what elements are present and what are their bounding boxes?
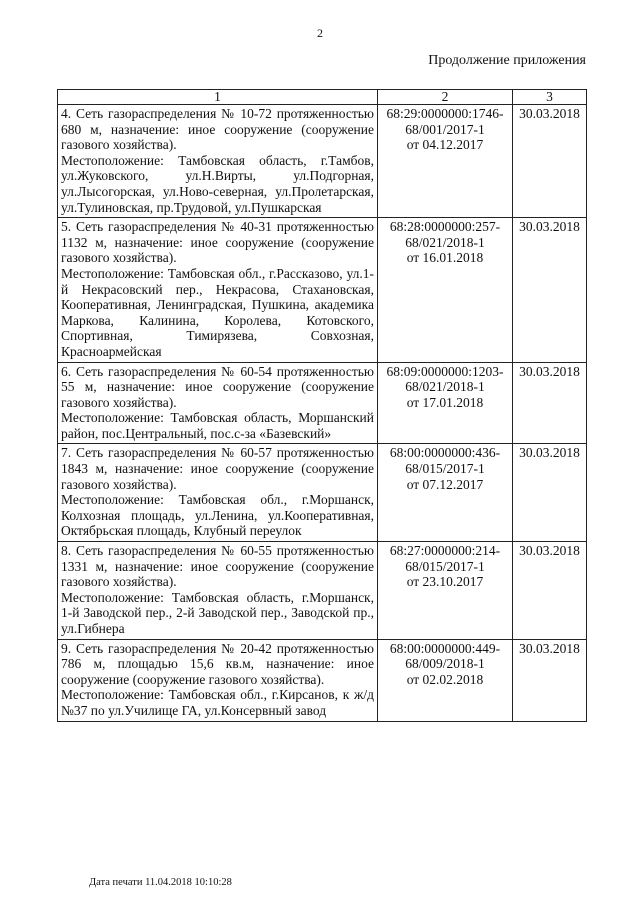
cadastral-number: 68:00:0000000:436- [389,445,501,461]
cadastral-number: 68:00:0000000:449- [389,640,501,656]
date-cell: 30.03.2018 [513,639,587,721]
object-description-cell [58,218,378,362]
cadastral-number: 68:28:0000000:257- [389,219,501,235]
registration-date: от 04.12.2017 [406,137,484,153]
object-description: 8. Сеть газораспределения № 60-55 протяженностью 1331 м, назначение: иное сооружение (сооружение газового хозяйства). [61,543,374,590]
registration-record: 68/021/2018-1 [405,379,485,395]
table-row [58,639,587,721]
column-header-3: 3 [513,90,587,105]
date-cell: 30.03.2018 [513,444,587,542]
print-date: Дата печати 11.04.2018 10:10:28 [89,877,232,888]
object-description-cell [58,362,378,444]
registration-number-cell [378,639,513,721]
table-row [58,362,587,444]
date-cell: 30.03.2018 [513,362,587,444]
object-description-cell [58,639,378,721]
table-row [58,444,587,542]
registry-table [57,89,587,722]
registration-record: 68/015/2017-1 [405,558,485,574]
column-header-1: 1 [58,90,378,105]
page-number: 2 [317,26,323,40]
cadastral-number: 68:29:0000000:1746- [386,106,504,121]
table-header-row [58,90,587,105]
object-description: 4. Сеть газораспределения № 10-72 протяженностью 680 м, назначение: иное сооружение (сооружение газового хозяйства). [61,106,374,153]
registration-date: от 16.01.2018 [406,250,484,266]
object-description: 6. Сеть газораспределения № 60-54 протяженностью 55 м, назначение: иное сооружение (сооружение газового хозяйства). [61,363,374,410]
object-location: Местоположение: Тамбовская область, г.Моршанск, 1-й Заводской пер., 2-й Заводской пер., Заводской пр., ул.Гибнера [61,589,374,636]
object-description-cell [58,542,378,640]
object-description: 7. Сеть газораспределения № 60-57 протяженностью 1843 м, назначение: иное сооружение (сооружение газового хозяйства). [61,445,374,492]
appendix-title: Продолжение приложения [428,53,586,68]
registration-date: от 07.12.2017 [406,476,484,492]
object-description-cell [58,105,378,218]
registration-date: от 17.01.2018 [406,394,484,410]
registration-record: 68/021/2018-1 [405,234,485,250]
registration-record: 68/001/2017-1 [405,121,485,137]
cadastral-number: 68:09:0000000:1203- [386,363,504,379]
column-header-2: 2 [378,90,513,105]
registration-record: 68/009/2018-1 [405,656,485,672]
cadastral-number: 68:27:0000000:214- [389,543,501,559]
date-cell: 30.03.2018 [513,105,587,218]
registration-number-cell [378,105,513,218]
registration-record: 68/015/2017-1 [405,461,485,477]
object-location: Местоположение: Тамбовская обл., г.Рассказово, ул.1-й Некрасовский пер., Некрасова, Стахановская, Кооперативная, Ленинградская, Пушкина, академика Маркова, Калинина, Королева, Котовского, Спортивная, Тимирязева, Совхозная, Красноармейская [61,265,374,359]
registration-number-cell [378,218,513,362]
date-cell: 30.03.2018 [513,218,587,362]
date-cell: 30.03.2018 [513,542,587,640]
registration-date: от 02.02.2018 [406,671,484,687]
registration-number-cell [378,444,513,542]
registration-date: от 23.10.2017 [406,574,484,590]
registration-number-cell [378,362,513,444]
object-description: 5. Сеть газораспределения № 40-31 протяженностью 1132 м, назначение: иное сооружение (сооружение газового хозяйства). [61,219,374,266]
object-description: 9. Сеть газораспределения № 20-42 протяженностью 786 м, площадью 15,6 кв.м, назначение: иное сооружение (сооружение газового хозяйства). [61,640,374,687]
object-location: Местоположение: Тамбовская область, Моршанский район, пос.Центральный, пос.с-за «Базевский» [61,410,374,441]
table-row [58,218,587,362]
object-location: Местоположение: Тамбовская обл., г.Кирсанов, к ж/д №37 по ул.Училище ГА, ул.Консервный завод [61,687,374,718]
table-row [58,105,587,218]
object-location: Местоположение: Тамбовская обл., г.Моршанск, Колхозная площадь, ул.Ленина, ул.Кооперативная, Октябрьская площадь, Клубный переулок [61,492,374,539]
object-location: Местоположение: Тамбовская область, г.Тамбов, ул.Жуковского, ул.Н.Вирты, ул.Подгорная, ул.Лысогорская, ул.Ново-северная, ул.Пролетарская, ул.Тулиновская, пр.Трудовой, ул.Пушкарская [61,152,374,215]
table-row [58,542,587,640]
object-description-cell [58,444,378,542]
registration-number-cell [378,542,513,640]
